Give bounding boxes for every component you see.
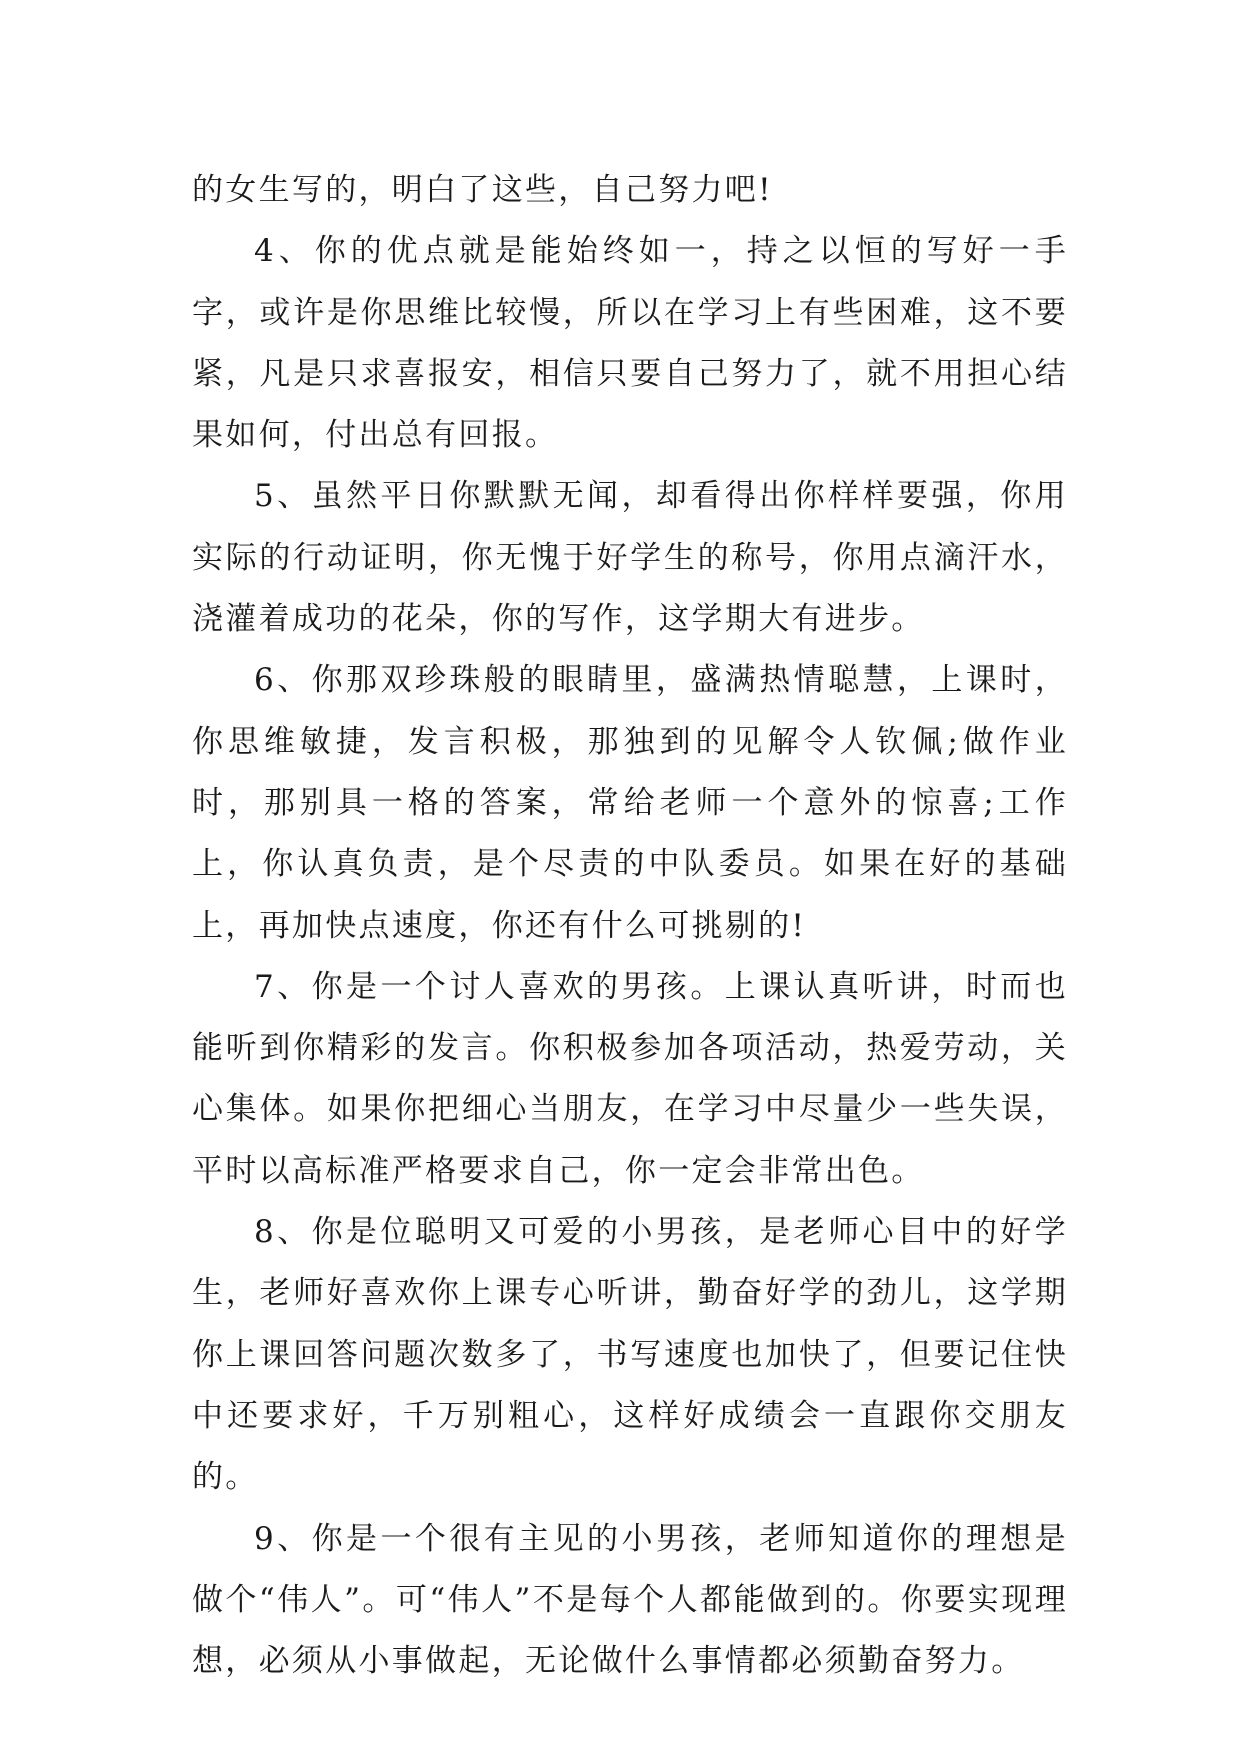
document-body: [192, 160, 1068, 1692]
paragraph-comment-8: 8、你是位聪明又可爱的小男孩，是老师心目中的好学生，老师好喜欢你上课专心听讲，勤奋好学的劲儿，这学期你上课回答问题次数多了，书写速度也加快了，但要记住快中还要求好，千万别粗心，这样好成绩会一直跟你交朋友的。: [192, 1214, 1068, 1496]
paragraph-comment-7: 7、你是一个讨人喜欢的男孩。上课认真听讲，时而也能听到你精彩的发言。你积极参加各项活动，热爱劳动，关心集体。如果你把细心当朋友，在学习中尽量少一些失误，平时以高标准严格要求自己，你一定会非常出色。: [192, 968, 1068, 1189]
paragraph-comment-9: 9、你是一个很有主见的小男孩，老师知道你的理想是做个“伟人”。可“伟人”不是每个人都能做到的。你要实现理想，必须从小事做起，无论做什么事情都必须勤奋努力。: [192, 1520, 1068, 1680]
paragraph-comment-4: 4、你的优点就是能始终如一，持之以恒的写好一手字，或许是你思维比较慢，所以在学习上有些困难，这不要紧，凡是只求喜报安，相信只要自己努力了，就不用担心结果如何，付出总有回报。: [192, 233, 1068, 454]
paragraph-comment-6: 6、你那双珍珠般的眼睛里，盛满热情聪慧，上课时，你思维敏捷，发言积极，那独到的见解令人钦佩;做作业时，那别具一格的答案，常给老师一个意外的惊喜;工作上，你认真负责，是个尽责的中队委员。如果在好的基础上，再加快点速度，你还有什么可挑剔的!: [192, 662, 1068, 944]
paragraph-continuation: 的女生写的，明白了这些，自己努力吧!: [192, 172, 773, 208]
paragraph-comment-5: 5、虽然平日你默默无闻，却看得出你样样要强，你用实际的行动证明，你无愧于好学生的称号，你用点滴汗水，浇灌着成功的花朵，你的写作，这学期大有进步。: [192, 478, 1068, 638]
